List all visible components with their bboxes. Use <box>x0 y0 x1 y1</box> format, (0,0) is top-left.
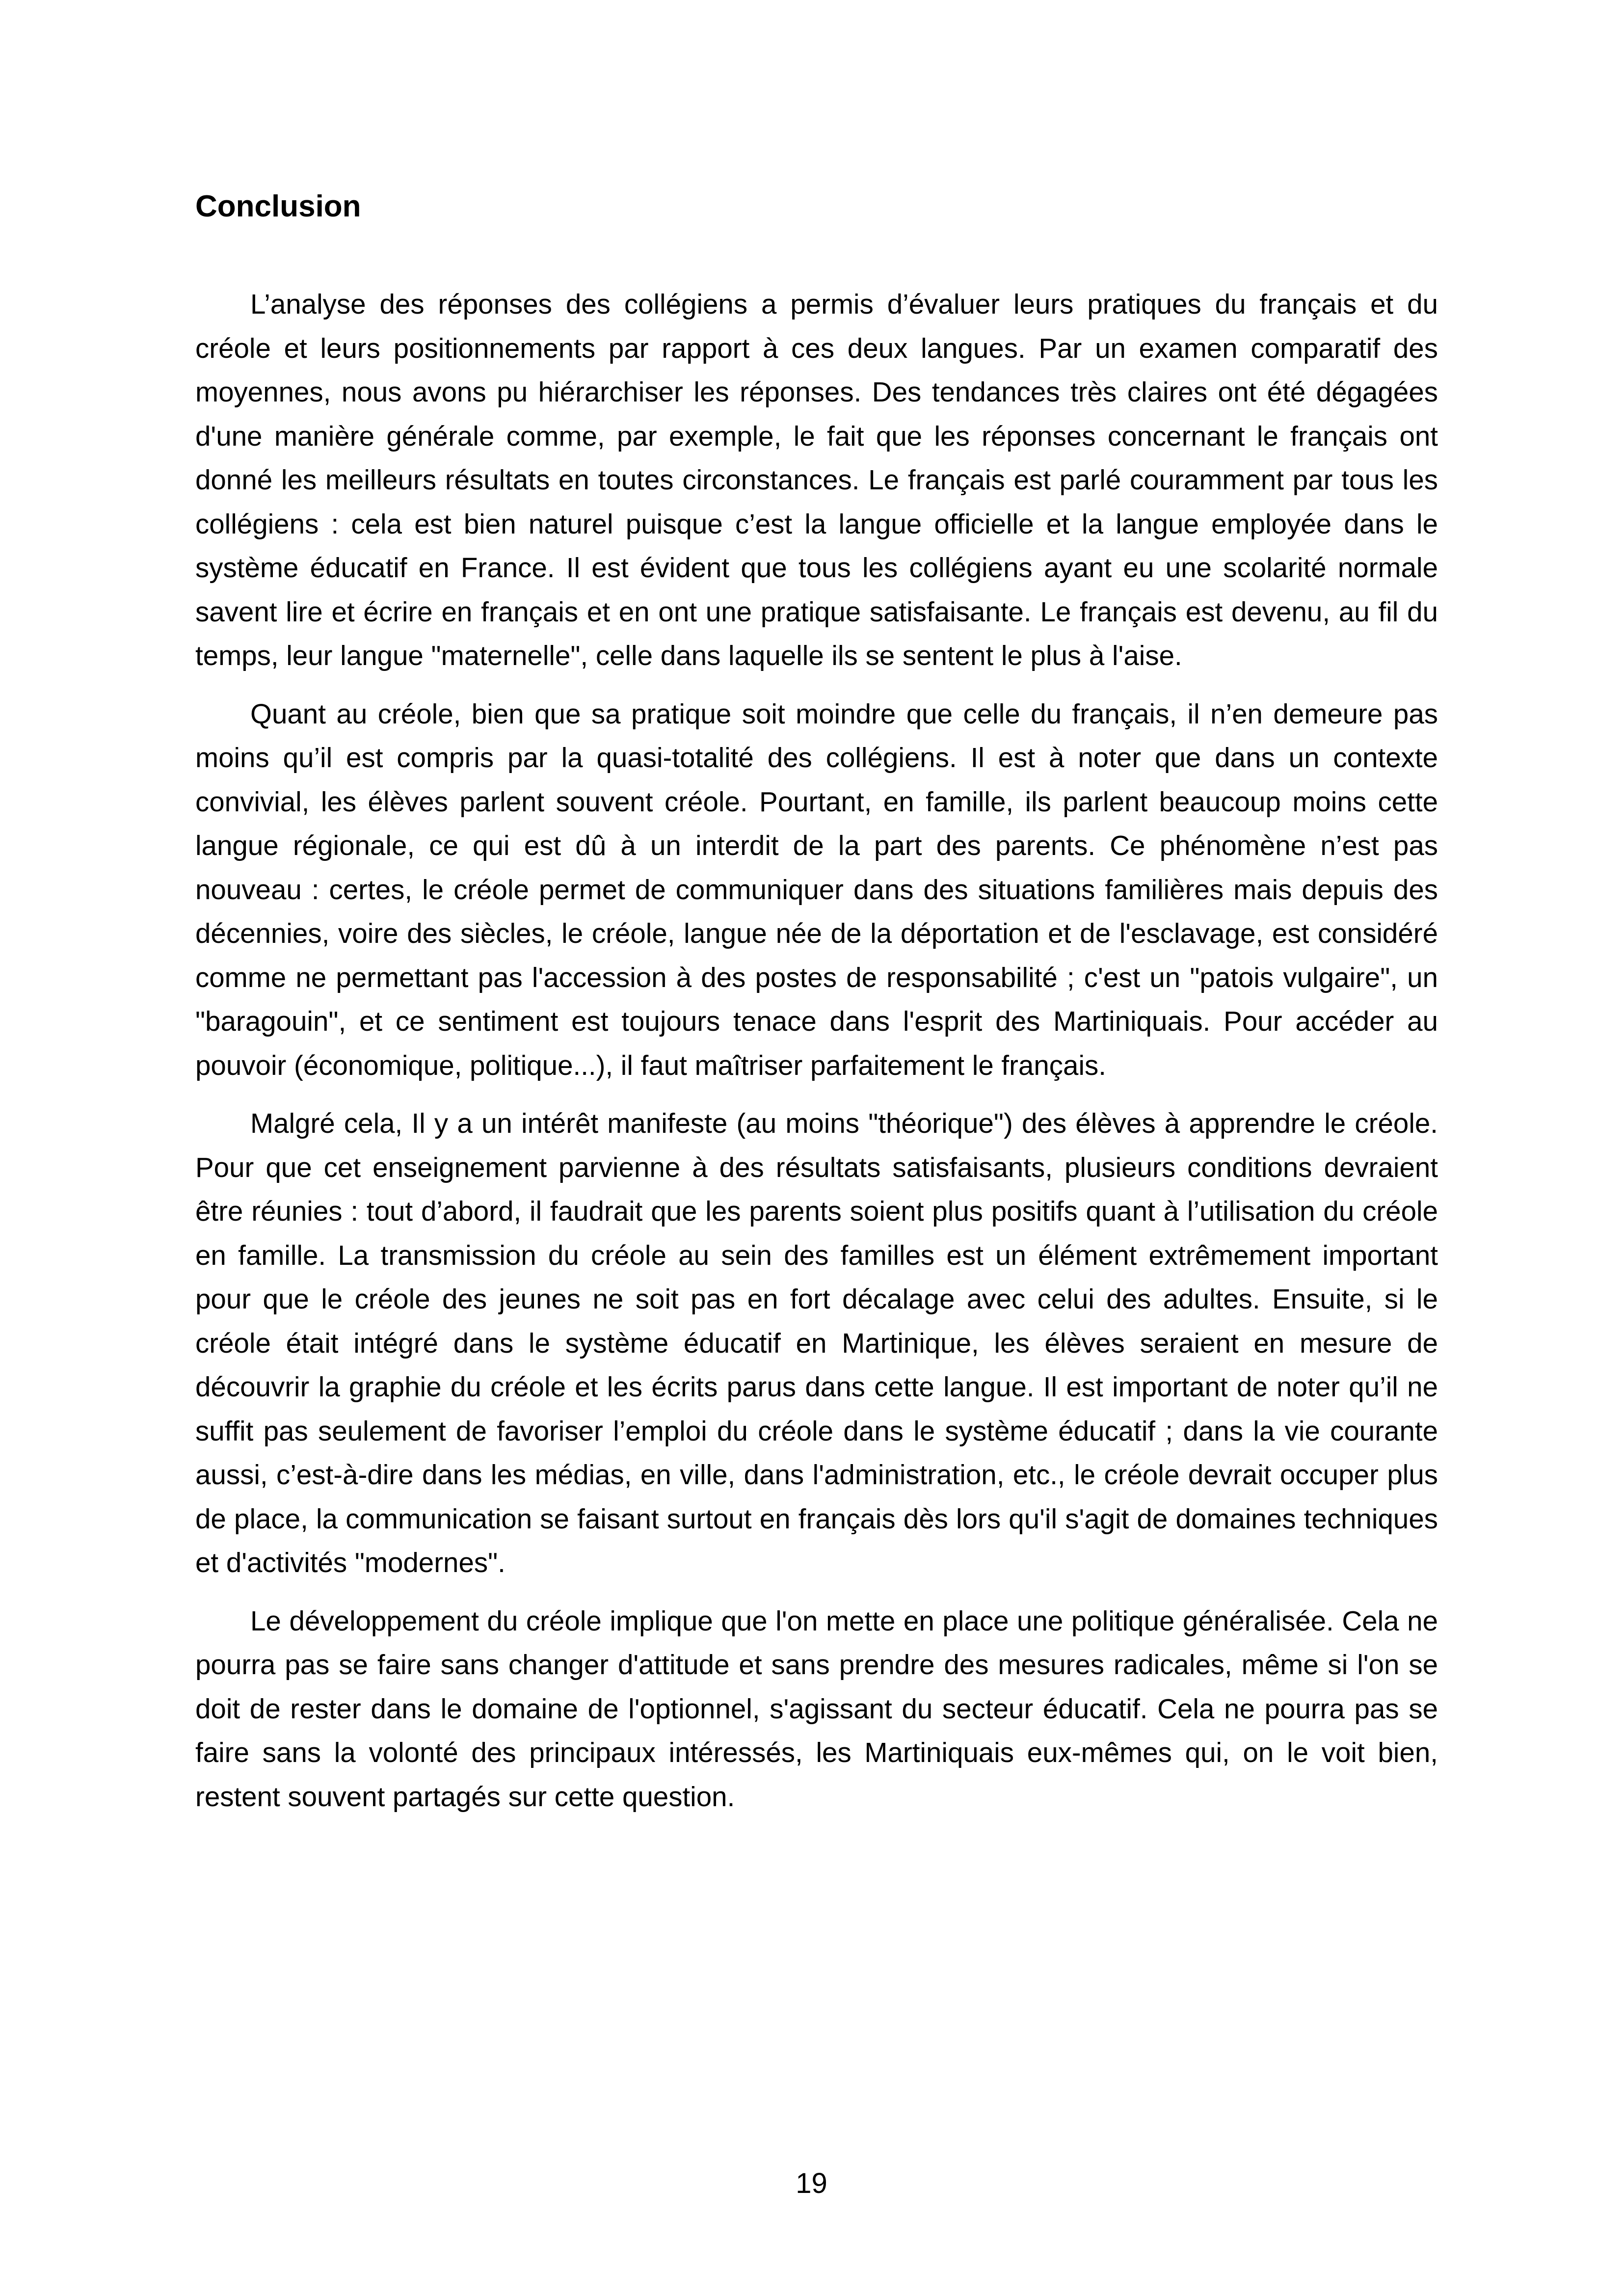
paragraph-2: Quant au créole, bien que sa pratique soit moindre que celle du français, il n’en demeure pas moins qu’il est compris par la quasi-totalité des collégiens. Il est à noter que dans un contexte convivial, les élèves parlent souvent créole. Pourtant, en famille, ils parlent beaucoup moins cette langue régionale, ce qui est dû à un interdit de la part des parents. Ce phénomène n’est pas nouveau : certes, le créole permet de communiquer dans des situations familières mais depuis des décennies, voire des siècles, le créole, langue née de la déportation et de l'esclavage, est considéré comme ne permettant pas l'accession à des postes de responsabilité ; c'est un "patois vulgaire", un "baragouin", et ce sentiment est toujours tenace dans l'esprit des Martiniquais. Pour accéder au pouvoir (économique, politique...), il faut maîtriser parfaitement le français. <box>195 698 1438 1081</box>
paragraph-4: Le développement du créole implique que l'on mette en place une politique généralisée. Cela ne pourra pas se faire sans changer d'attitude et sans prendre des mesures radicales, même si l'on se doit de rester dans le domaine de l'optionnel, s'agissant du secteur éducatif. Cela ne pourra pas se faire sans la volonté des principaux intéressés, les Martiniquais eux-mêmes qui, on le voit bien, restent souvent partagés sur cette question. <box>195 1605 1438 1812</box>
body-text <box>195 282 1438 1833</box>
paragraph-1: L’analyse des réponses des collégiens a permis d’évaluer leurs pratiques du français et du créole et leurs positionnements par rapport à ces deux langues. Par un examen comparatif des moyennes, nous avons pu hiérarchiser les réponses. Des tendances très claires ont été dégagées d'une manière générale comme, par exemple, le fait que les réponses concernant le français ont donné les meilleurs résultats en toutes circonstances. Le français est parlé couramment par tous les collégiens : cela est bien naturel puisque c’est la langue officielle et la langue employée dans le système éducatif en France. Il est évident que tous les collégiens ayant eu une scolarité normale savent lire et écrire en français et en ont une pratique satisfaisante. Le français est devenu, au fil du temps, leur langue "maternelle", celle dans laquelle ils se sentent le plus à l'aise. <box>195 289 1438 671</box>
paragraph-3: Malgré cela, Il y a un intérêt manifeste (au moins "théorique") des élèves à apprendre le créole. Pour que cet enseignement parvienne à des résultats satisfaisants, plusieurs conditions devraient être réunies : tout d’abord, il faudrait que les parents soient plus positifs quant à l’utilisation du créole en famille. La transmission du créole au sein des familles est un élément extrêmement important pour que le créole des jeunes ne soit pas en fort décalage avec celui des adultes. Ensuite, si le créole était intégré dans le système éducatif en Martinique, les élèves seraient en mesure de découvrir la graphie du créole et les écrits parus dans cette langue. Il est important de noter qu’il ne suffit pas seulement de favoriser l’emploi du créole dans le système éducatif ; dans la vie courante aussi, c’est-à-dire dans les médias, en ville, dans l'administration, etc., le créole devrait occuper plus de place, la communication se faisant surtout en français dès lors qu'il s'agit de domaines techniques et d'activités "modernes". <box>195 1108 1438 1578</box>
page-number: 19 <box>796 2167 827 2199</box>
section-heading: Conclusion <box>195 189 361 223</box>
